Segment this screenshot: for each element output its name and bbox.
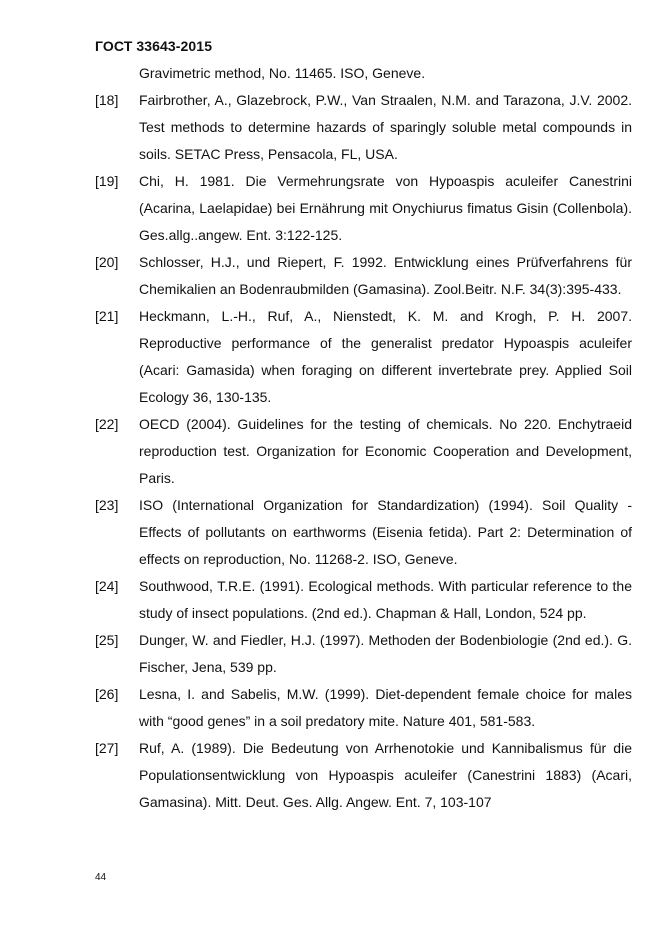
page-number: 44 xyxy=(95,872,107,883)
reference-continuation xyxy=(95,60,632,87)
reference-number: [23] xyxy=(95,497,119,513)
reference-item-19 xyxy=(95,168,632,249)
reference-text: Heckmann, L.-H., Ruf, A., Nienstedt, K. M. and Krogh, P. H. 2007. Reproductive performance of the generalist predator Hypoaspis aculeifer (Acari: Gamasida) when foraging on different invertebrate prey. Applied Soil Ecology 36, 130-135. xyxy=(139,308,632,405)
reference-number: [22] xyxy=(95,416,119,432)
reference-item-24 xyxy=(95,573,632,627)
reference-text: ISO (International Organization for Standardization) (1994). Soil Quality - Effects of pollutants on earthworms (Eisenia fetida). Part 2: Determination of effects on reproduction, No. 11268-2. ISO, Geneve. xyxy=(139,497,632,567)
reference-continuation-text: Gravimetric method, No. 11465. ISO, Geneve. xyxy=(139,65,426,81)
reference-text: Ruf, A. (1989). Die Bedeutung von Arrhenotokie und Kannibalismus für die Populationsentwicklung von Hypoaspis aculeifer (Canestrini 1883) (Acari, Gamasina). Mitt. Deut. Ges. Allg. Angew. Ent. 7, 103-107 xyxy=(139,740,632,810)
reference-number: [26] xyxy=(95,686,119,702)
reference-item-23 xyxy=(95,492,632,573)
reference-number: [20] xyxy=(95,254,119,270)
reference-text: OECD (2004). Guidelines for the testing of chemicals. No 220. Enchytraeid reproduction test. Organization for Economic Cooperation and Development, Paris. xyxy=(139,416,632,486)
reference-text: Chi, H. 1981. Die Vermehrungsrate von Hypoaspis aculeifer Canestrini (Acarina, Laelapidae) bei Ernährung mit Onychiurus fimatus Gisin (Collenbola). Ges.allg..angew. Ent. 3:122-125. xyxy=(139,173,632,243)
reference-number: [18] xyxy=(95,92,119,108)
reference-text: Southwood, T.R.E. (1991). Ecological methods. With particular reference to the study of insect populations. (2nd ed.). Chapman & Hall, London, 524 pp. xyxy=(139,578,632,621)
reference-number: [25] xyxy=(95,632,119,648)
reference-text: Dunger, W. and Fiedler, H.J. (1997). Methoden der Bodenbiologie (2nd ed.). G. Fischer, Jena, 539 pp. xyxy=(139,632,632,675)
document-standard-title: ГОСТ 33643-2015 xyxy=(95,38,213,54)
reference-item-20 xyxy=(95,249,632,303)
reference-item-21 xyxy=(95,303,632,411)
reference-item-22 xyxy=(95,411,632,492)
reference-number: [21] xyxy=(95,308,119,324)
reference-text: Schlosser, H.J., und Riepert, F. 1992. Entwicklung eines Prüfverfahrens für Chemikalien an Bodenraubmilden (Gamasina). Zool.Beitr. N.F. 34(3):395-433. xyxy=(139,254,632,297)
reference-list xyxy=(95,60,632,816)
reference-item-26 xyxy=(95,681,632,735)
reference-item-25 xyxy=(95,627,632,681)
reference-text: Lesna, I. and Sabelis, M.W. (1999). Diet-dependent female choice for males with “good genes” in a soil predatory mite. Nature 401, 581-583. xyxy=(139,686,632,729)
reference-item-27 xyxy=(95,735,632,816)
reference-number: [19] xyxy=(95,173,119,189)
reference-item-18 xyxy=(95,87,632,168)
reference-number: [24] xyxy=(95,578,119,594)
reference-text: Fairbrother, A., Glazebrock, P.W., Van Straalen, N.M. and Tarazona, J.V. 2002. Test methods to determine hazards of sparingly soluble metal compounds in soils. SETAC Press, Pensacola, FL, USA. xyxy=(139,92,632,162)
reference-number: [27] xyxy=(95,740,119,756)
